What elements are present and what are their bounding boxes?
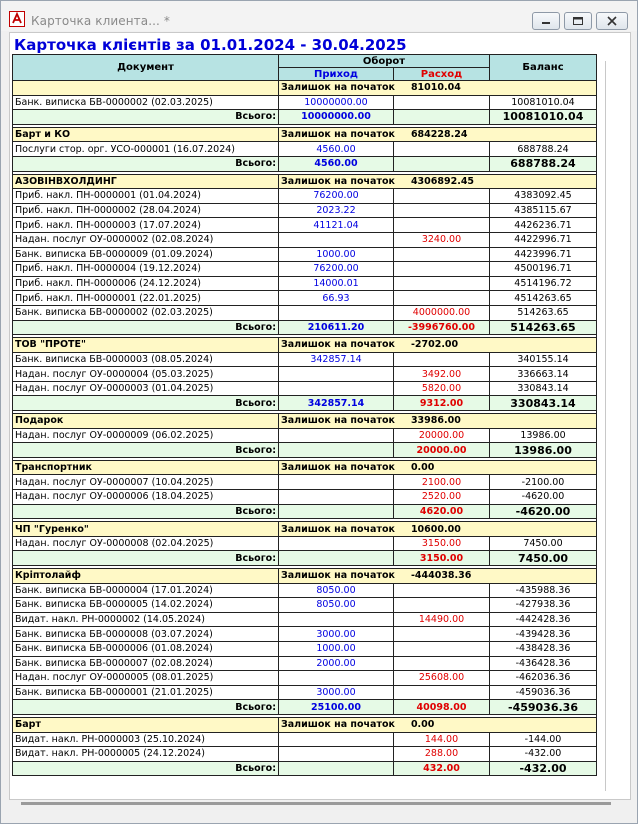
balance-cell: 4514196.72: [490, 276, 597, 291]
document-cell: Банк. виписка БВ-0000008 (03.07.2024): [13, 627, 279, 642]
total-expense: -3996760.00: [394, 320, 490, 335]
expense-cell: 144.00: [394, 732, 490, 747]
group-header-row[interactable]: [13, 338, 597, 353]
opening-balance: [279, 717, 597, 732]
document-cell: Видат. накл. РН-0000005 (24.12.2024): [13, 747, 279, 762]
document-row[interactable]: [13, 189, 597, 204]
income-cell: [279, 732, 394, 747]
total-income: 342857.14: [279, 396, 394, 411]
total-expense: 3150.00: [394, 551, 490, 566]
document-row[interactable]: [13, 305, 597, 320]
total-row[interactable]: [13, 761, 597, 776]
balance-cell: 4422996.71: [490, 232, 597, 247]
income-cell: 2023.22: [279, 203, 394, 218]
income-cell: 41121.04: [279, 218, 394, 233]
client-name: Транспортник: [13, 460, 279, 475]
balance-cell: -2100.00: [490, 475, 597, 490]
opening-value: 4306892.45: [410, 175, 475, 187]
document-cell: Надан. послуг ОУ-0000007 (10.04.2025): [13, 475, 279, 490]
total-balance: 7450.00: [490, 551, 597, 566]
expense-cell: 4000000.00: [394, 305, 490, 320]
report-body: [13, 81, 597, 776]
document-cell: Приб. накл. ПН-0000004 (19.12.2024): [13, 262, 279, 277]
income-cell: [279, 490, 394, 505]
document-row[interactable]: [13, 352, 597, 367]
income-cell: 3000.00: [279, 627, 394, 642]
acrobat-icon: [9, 11, 25, 27]
balance-cell: -442428.36: [490, 612, 597, 627]
opening-balance: [279, 338, 597, 353]
opening-value: 0.00: [410, 462, 435, 474]
total-label: Всього:: [13, 761, 279, 776]
total-row[interactable]: [13, 156, 597, 171]
total-balance: 514263.65: [490, 320, 597, 335]
document-cell: Банк. виписка БВ-0000003 (08.05.2024): [13, 352, 279, 367]
col-header-income: Приход: [279, 68, 394, 81]
balance-cell: -462036.36: [490, 671, 597, 686]
total-expense: 40098.00: [394, 700, 490, 715]
income-cell: 76200.00: [279, 189, 394, 204]
opening-label: Залишок на початок: [281, 129, 395, 141]
total-row[interactable]: [13, 110, 597, 125]
total-balance: -432.00: [490, 761, 597, 776]
expense-cell: [394, 352, 490, 367]
opening-label: Залишок на початок: [281, 570, 395, 582]
group-header-row[interactable]: [13, 460, 597, 475]
document-cell: Приб. накл. ПН-0000001 (22.01.2025): [13, 291, 279, 306]
total-balance: 688788.24: [490, 156, 597, 171]
expense-cell: [394, 203, 490, 218]
document-cell: Приб. накл. ПН-0000003 (17.07.2024): [13, 218, 279, 233]
income-cell: 4560.00: [279, 142, 394, 157]
balance-cell: 13986.00: [490, 428, 597, 443]
total-row[interactable]: [13, 700, 597, 715]
close-button[interactable]: [596, 12, 628, 30]
opening-label: Залишок на початок: [281, 82, 395, 94]
expense-cell: [394, 656, 490, 671]
group-header-row[interactable]: [13, 127, 597, 142]
total-income: 10000000.00: [279, 110, 394, 125]
client-name: Барт и КО: [13, 127, 279, 142]
document-cell: Надан. послуг ОУ-0000008 (02.04.2025): [13, 536, 279, 551]
opening-value: 81010.04: [410, 82, 461, 94]
col-header-turnover: Оборот: [279, 55, 490, 68]
title-bar[interactable]: [1, 1, 637, 31]
divider: [605, 61, 606, 791]
opening-balance: [279, 460, 597, 475]
total-row[interactable]: [13, 551, 597, 566]
document-row[interactable]: [13, 671, 597, 686]
document-cell: Надан. послуг ОУ-0000009 (06.02.2025): [13, 428, 279, 443]
income-cell: [279, 305, 394, 320]
balance-cell: 330843.14: [490, 381, 597, 396]
col-header-balance: Баланс: [490, 55, 597, 81]
total-label: Всього:: [13, 156, 279, 171]
balance-cell: -4620.00: [490, 490, 597, 505]
total-label: Всього:: [13, 551, 279, 566]
document-row[interactable]: [13, 641, 597, 656]
close-icon: [597, 13, 627, 29]
balance-cell: 688788.24: [490, 142, 597, 157]
income-cell: 10000000.00: [279, 95, 394, 110]
document-cell: Надан. послуг ОУ-0000003 (01.04.2025): [13, 381, 279, 396]
income-cell: 3000.00: [279, 685, 394, 700]
document-row[interactable]: [13, 685, 597, 700]
balance-cell: -432.00: [490, 747, 597, 762]
expense-cell: [394, 641, 490, 656]
opening-value: 0.00: [410, 719, 435, 731]
expense-cell: 5820.00: [394, 381, 490, 396]
total-balance: -4620.00: [490, 504, 597, 519]
expense-cell: 25608.00: [394, 671, 490, 686]
total-balance: -459036.36: [490, 700, 597, 715]
expense-cell: [394, 189, 490, 204]
balance-cell: 336663.14: [490, 367, 597, 382]
expense-cell: [394, 685, 490, 700]
expense-cell: 288.00: [394, 747, 490, 762]
document-row[interactable]: [13, 612, 597, 627]
horizontal-scrollbar[interactable]: [21, 802, 611, 805]
maximize-icon: [565, 13, 591, 29]
group-header-row[interactable]: [13, 414, 597, 429]
income-cell: 1000.00: [279, 641, 394, 656]
total-income: [279, 551, 394, 566]
balance-cell: -438428.36: [490, 641, 597, 656]
total-expense: 20000.00: [394, 443, 490, 458]
income-cell: 14000.01: [279, 276, 394, 291]
income-cell: 342857.14: [279, 352, 394, 367]
income-cell: [279, 428, 394, 443]
document-cell: Видат. накл. РН-0000003 (25.10.2024): [13, 732, 279, 747]
opening-label: Залишок на початок: [281, 415, 395, 427]
total-label: Всього:: [13, 443, 279, 458]
income-cell: 1000.00: [279, 247, 394, 262]
expense-cell: 20000.00: [394, 428, 490, 443]
expense-cell: [394, 218, 490, 233]
total-balance: 13986.00: [490, 443, 597, 458]
client-name: ТОВ "ПРОТЕ": [13, 338, 279, 353]
group-header-row[interactable]: [13, 81, 597, 96]
balance-cell: 4514263.65: [490, 291, 597, 306]
document-row[interactable]: [13, 232, 597, 247]
opening-value: -444038.36: [410, 570, 472, 582]
document-row[interactable]: [13, 367, 597, 382]
opening-value: 10600.00: [410, 523, 461, 535]
document-cell: Надан. послуг ОУ-0000005 (08.01.2025): [13, 671, 279, 686]
balance-cell: 340155.14: [490, 352, 597, 367]
opening-balance: [279, 414, 597, 429]
income-cell: 76200.00: [279, 262, 394, 277]
expense-cell: 2100.00: [394, 475, 490, 490]
balance-cell: 7450.00: [490, 536, 597, 551]
total-expense: 4620.00: [394, 504, 490, 519]
balance-cell: -439428.36: [490, 627, 597, 642]
expense-cell: 3492.00: [394, 367, 490, 382]
income-cell: [279, 536, 394, 551]
income-cell: [279, 612, 394, 627]
total-income: [279, 761, 394, 776]
document-row[interactable]: [13, 490, 597, 505]
minimize-button[interactable]: [532, 12, 560, 30]
balance-cell: -427938.36: [490, 598, 597, 613]
balance-cell: -459036.36: [490, 685, 597, 700]
income-cell: [279, 232, 394, 247]
total-expense: 432.00: [394, 761, 490, 776]
document-row[interactable]: [13, 276, 597, 291]
document-cell: Банк. виписка БВ-0000002 (02.03.2025): [13, 305, 279, 320]
total-expense: 9312.00: [394, 396, 490, 411]
document-cell: Банк. виписка БВ-0000002 (02.03.2025): [13, 95, 279, 110]
expense-cell: [394, 142, 490, 157]
document-row[interactable]: [13, 583, 597, 598]
document-cell: Банк. виписка БВ-0000007 (02.08.2024): [13, 656, 279, 671]
balance-cell: -435988.36: [490, 583, 597, 598]
document-cell: Банк. виписка БВ-0000009 (01.09.2024): [13, 247, 279, 262]
expense-cell: [394, 291, 490, 306]
income-cell: [279, 671, 394, 686]
balance-cell: 514263.65: [490, 305, 597, 320]
total-income: [279, 443, 394, 458]
expense-cell: [394, 247, 490, 262]
total-row[interactable]: [13, 320, 597, 335]
document-cell: Приб. накл. ПН-0000006 (24.12.2024): [13, 276, 279, 291]
document-cell: Надан. послуг ОУ-0000004 (05.03.2025): [13, 367, 279, 382]
income-cell: 8050.00: [279, 598, 394, 613]
document-cell: Приб. накл. ПН-0000001 (01.04.2024): [13, 189, 279, 204]
client-name: ЧП "Гуренко": [13, 522, 279, 537]
group-header-row[interactable]: [13, 569, 597, 584]
group-header-row[interactable]: [13, 717, 597, 732]
balance-cell: 4423996.71: [490, 247, 597, 262]
expense-cell: 14490.00: [394, 612, 490, 627]
income-cell: 8050.00: [279, 583, 394, 598]
expense-cell: [394, 583, 490, 598]
opening-label: Залишок на початок: [281, 719, 395, 731]
document-cell: Банк. виписка БВ-0000001 (21.01.2025): [13, 685, 279, 700]
minimize-icon: [533, 13, 559, 29]
client-name: Подарок: [13, 414, 279, 429]
total-income: [279, 504, 394, 519]
document-row[interactable]: [13, 291, 597, 306]
total-expense: [394, 156, 490, 171]
total-label: Всього:: [13, 700, 279, 715]
report-area: [9, 32, 631, 800]
total-row[interactable]: [13, 504, 597, 519]
opening-value: 33986.00: [410, 415, 461, 427]
document-cell: Приб. накл. ПН-0000002 (28.04.2024): [13, 203, 279, 218]
opening-balance: [279, 127, 597, 142]
client-name: АЗОВІНВХОЛДИНГ: [13, 174, 279, 189]
total-income: 210611.20: [279, 320, 394, 335]
income-cell: [279, 367, 394, 382]
document-row[interactable]: [13, 203, 597, 218]
total-balance: 330843.14: [490, 396, 597, 411]
client-name: Барт: [13, 717, 279, 732]
col-header-document: Документ: [13, 55, 279, 81]
group-header-row[interactable]: [13, 522, 597, 537]
document-cell: Видат. накл. РН-0000002 (14.05.2024): [13, 612, 279, 627]
document-row[interactable]: [13, 536, 597, 551]
expense-cell: [394, 276, 490, 291]
total-balance: 10081010.04: [490, 110, 597, 125]
document-row[interactable]: [13, 627, 597, 642]
document-row[interactable]: [13, 598, 597, 613]
document-row[interactable]: [13, 732, 597, 747]
total-income: 4560.00: [279, 156, 394, 171]
window-title: Карточка клиента... *: [31, 14, 170, 28]
income-cell: [279, 381, 394, 396]
document-cell: Надан. послуг ОУ-0000006 (18.04.2025): [13, 490, 279, 505]
opening-label: Залишок на початок: [281, 462, 395, 474]
document-row[interactable]: [13, 656, 597, 671]
client-name: Кріптолайф: [13, 569, 279, 584]
income-cell: [279, 475, 394, 490]
balance-cell: 4426236.71: [490, 218, 597, 233]
maximize-button[interactable]: [564, 12, 592, 30]
document-cell: Послуги стор. орг. УСО-000001 (16.07.2024): [13, 142, 279, 157]
total-row[interactable]: [13, 443, 597, 458]
balance-cell: -436428.36: [490, 656, 597, 671]
income-cell: 66.93: [279, 291, 394, 306]
opening-value: -2702.00: [410, 339, 459, 351]
opening-balance: [279, 174, 597, 189]
document-row[interactable]: [13, 142, 597, 157]
col-header-expense: Расход: [394, 68, 490, 81]
balance-cell: 4383092.45: [490, 189, 597, 204]
document-row[interactable]: [13, 381, 597, 396]
client-card-table: [12, 54, 597, 776]
total-label: Всього:: [13, 396, 279, 411]
opening-label: Залишок на початок: [281, 339, 395, 351]
opening-value: 684228.24: [410, 129, 468, 141]
balance-cell: 10081010.04: [490, 95, 597, 110]
income-cell: 2000.00: [279, 656, 394, 671]
total-label: Всього:: [13, 320, 279, 335]
document-cell: Надан. послуг ОУ-0000002 (02.08.2024): [13, 232, 279, 247]
client-name: [13, 81, 279, 96]
report-heading: Карточка клієнтів за 01.01.2024 - 30.04.2025: [14, 36, 407, 54]
expense-cell: 3150.00: [394, 536, 490, 551]
opening-balance: [279, 81, 597, 96]
document-row[interactable]: [13, 747, 597, 762]
opening-label: Залишок на початок: [281, 523, 395, 535]
expense-cell: [394, 95, 490, 110]
total-expense: [394, 110, 490, 125]
document-row[interactable]: [13, 475, 597, 490]
balance-cell: -144.00: [490, 732, 597, 747]
document-cell: Банк. виписка БВ-0000004 (17.01.2024): [13, 583, 279, 598]
expense-cell: [394, 598, 490, 613]
document-cell: Банк. виписка БВ-0000005 (14.02.2024): [13, 598, 279, 613]
income-cell: [279, 747, 394, 762]
expense-cell: 2520.00: [394, 490, 490, 505]
balance-cell: 4385115.67: [490, 203, 597, 218]
total-label: Всього:: [13, 504, 279, 519]
expense-cell: 3240.00: [394, 232, 490, 247]
opening-label: Залишок на початок: [281, 175, 395, 187]
balance-cell: 4500196.71: [490, 262, 597, 277]
group-header-row[interactable]: [13, 174, 597, 189]
document-row[interactable]: [13, 428, 597, 443]
document-row[interactable]: [13, 95, 597, 110]
expense-cell: [394, 262, 490, 277]
total-label: Всього:: [13, 110, 279, 125]
document-row[interactable]: [13, 262, 597, 277]
opening-balance: [279, 522, 597, 537]
document-row[interactable]: [13, 247, 597, 262]
expense-cell: [394, 627, 490, 642]
opening-balance: [279, 569, 597, 584]
total-row[interactable]: [13, 396, 597, 411]
document-cell: Банк. виписка БВ-0000006 (01.08.2024): [13, 641, 279, 656]
document-row[interactable]: [13, 218, 597, 233]
total-income: 25100.00: [279, 700, 394, 715]
